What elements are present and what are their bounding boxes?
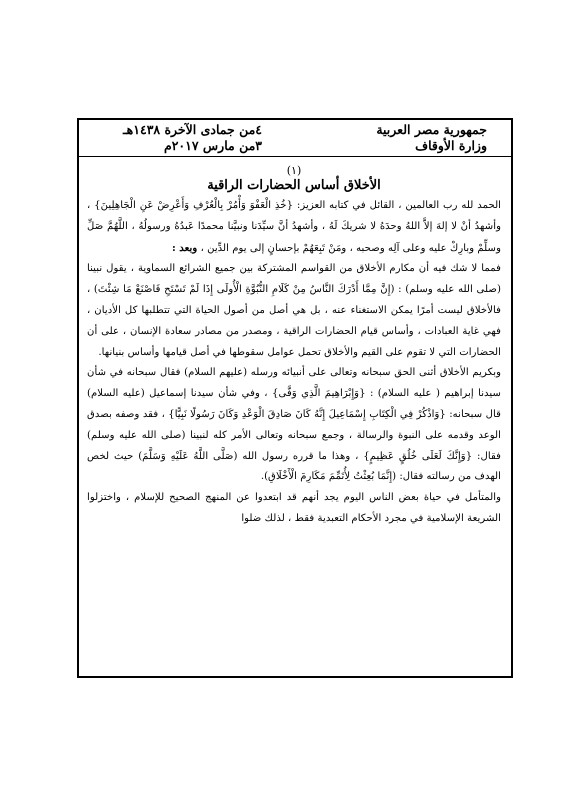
paragraph-2: فمما لا شك فيه أن مكارم الأخلاق من القواسم المشتركة بين جميع الشرائع السماوية ، يقول نبينا (صلى الله عليه وسلم) : (إِنَّ مِمَّا أَدْرَكَ النَّاسُ مِنْ كَلَامِ النُّبُوَّةِ الْأُولَى إِذَا لَمْ تَسْتَحِ فَاصْنَعْ مَا شِئْتَ) ، فالأخلاق ليست أمرًا يمكن الاستغناء عنه ، بل هي أصل من أصول الحياة التي تتطلبها كل الأديان ، فهي غاية العبادات ، وأساس قيام الحضارات الراقية ، ومصدر من مصادر سعادة الإنسان ، على أن الحضارات التي لا تقوم على القيم والأخلاق تحمل عوامل سقوطها في أصل قيامها وأساس بنيانها. bbox=[87, 263, 501, 358]
opening-text: الحمد لله رب العالمين ، القائل في كتابه العزيز: {خُذِ الْعَفْوَ وَأْمُرْ بِالْعُرْفِ وَأَعْرِضْ عَنِ الْجَاهِلِينَ} ، وأشهدُ أنْ لا إلهَ إلاَّ اللهُ وحدَهُ لا شريكَ لَهُ ، وأشهدُ أنَّ سيِّدَنا ونبيَّنا محمدًا عَبدُهُ ورسولُهُ ، اللَّهُمَّ صَلِّ وسلِّمْ وبارِكْ عليه وعلى آلِه وصحبه ، ومَنْ تَبِعَهُمْ بإحسانٍ إلى يوم الدِّين ، bbox=[87, 200, 501, 254]
document-frame bbox=[77, 118, 513, 678]
paragraph-3: وبكريم الأخلاق أثنى الحق سبحانه وتعالى على أنبيائه ورسله (عليهم السلام) فقال سبحانه في شأن سيدنا إبراهيم ( عليه السلام) : {وَإِبْرَاهِيمَ الَّذِي وَفَّى} ، وفي شأن سيدنا إسماعيل (عليه السلام) قال سبحانه: {وَاذْكُرْ فِي الْكِتَابِ إِسْمَاعِيلَ إِنَّهُ كَانَ صَادِقَ الْوَعْدِ وَكَانَ رَسُولًا نَبِيًّا} ، فقد وصفه بصدق الوعد وقدمه على النبوة والرسالة ، وجمع سبحانه وتعالى الأمر كله لنبينا (صلى الله عليه وسلم) فقال: {وَإِنَّكَ لَعَلَى خُلُقٍ عَظِيمٍ} ، وهذا ما قرره رسول الله (صَلَّى اللَّهُ عَلَيْهِ وَسَلَّمَ) حيث لخص الهدف من رسالته فقال: (إِنَّمَا بُعِثْتُ لِأُتَمِّمَ مَكَارِمَ الْأَخْلَاقِ). bbox=[87, 367, 501, 483]
hijri-date: ٤من جمادى الآخرة ١٤٣٨هـ bbox=[123, 122, 262, 137]
sermon-body bbox=[87, 164, 501, 530]
gregorian-date: ٣من مارس ٢٠١٧م bbox=[163, 138, 262, 153]
sermon-title: الأخلاق أساس الحضارات الراقية bbox=[207, 178, 381, 193]
sermon-number: (١) bbox=[286, 164, 302, 177]
wa-baad-label: وبعد : bbox=[171, 241, 198, 254]
paragraph-4: والمتأمل في حياة بعض الناس اليوم يجد أنهم قد ابتعدوا عن المنهج الصحيح للإسلام ، واختزلوا الشريعة الإسلامية في مجرد الأحكام التعبدية فقط ، لذلك ضلوا bbox=[87, 492, 501, 524]
paragraph-opening bbox=[87, 196, 501, 259]
country-name: جمهورية مصر العربية bbox=[376, 122, 487, 137]
date-block bbox=[123, 122, 262, 154]
issuer-block bbox=[376, 122, 487, 154]
document-header bbox=[79, 120, 511, 157]
ministry-name: وزارة الأوقاف bbox=[415, 138, 487, 153]
